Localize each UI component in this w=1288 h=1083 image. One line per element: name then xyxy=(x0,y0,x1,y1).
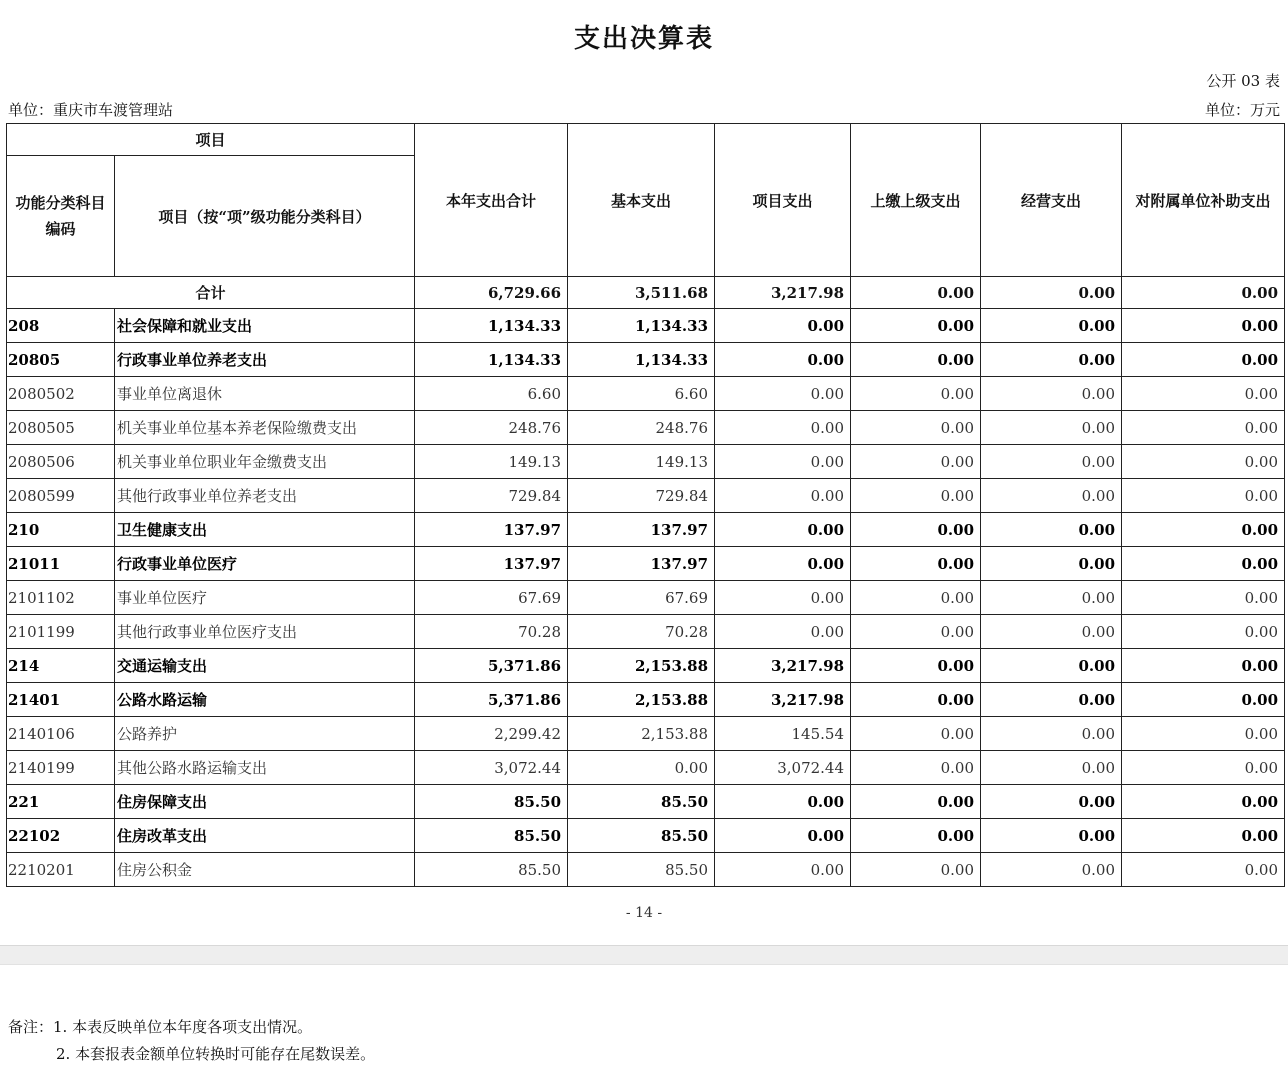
project-cell: 0.00 xyxy=(715,479,851,513)
subsidy-cell: 0.00 xyxy=(1122,513,1285,547)
operate-cell: 0.00 xyxy=(981,649,1122,683)
project-cell: 3,072.44 xyxy=(715,751,851,785)
total-cell: 5,371.86 xyxy=(415,649,568,683)
operate-cell: 0.00 xyxy=(981,277,1122,309)
total-cell: 729.84 xyxy=(415,479,568,513)
basic-cell: 248.76 xyxy=(568,411,715,445)
upper-cell: 0.00 xyxy=(851,581,981,615)
table-row xyxy=(7,615,1285,649)
basic-cell: 2,153.88 xyxy=(568,717,715,751)
header-subsidy: 对附属单位补助支出 xyxy=(1122,124,1285,277)
total-cell: 6,729.66 xyxy=(415,277,568,309)
page-number: - 14 - xyxy=(625,905,663,921)
subsidy-cell: 0.00 xyxy=(1122,445,1285,479)
basic-cell: 729.84 xyxy=(568,479,715,513)
header-code: 功能分类科目编码 xyxy=(7,156,115,277)
code-cell: 2080502 xyxy=(7,377,115,411)
subsidy-cell: 0.00 xyxy=(1122,615,1285,649)
table-row xyxy=(7,683,1285,717)
project-cell: 0.00 xyxy=(715,309,851,343)
reporting-unit: 单位：重庆市车渡管理站 xyxy=(8,101,174,119)
table-row xyxy=(7,581,1285,615)
operate-cell: 0.00 xyxy=(981,717,1122,751)
code-cell: 2101199 xyxy=(7,615,115,649)
code-cell: 2140199 xyxy=(7,751,115,785)
project-cell: 3,217.98 xyxy=(715,683,851,717)
total-cell: 3,072.44 xyxy=(415,751,568,785)
name-cell: 行政事业单位养老支出 xyxy=(115,343,415,377)
name-cell: 住房公积金 xyxy=(115,853,415,887)
basic-cell: 2,153.88 xyxy=(568,683,715,717)
code-cell: 20805 xyxy=(7,343,115,377)
upper-cell: 0.00 xyxy=(851,513,981,547)
project-cell: 0.00 xyxy=(715,819,851,853)
name-cell: 公路水路运输 xyxy=(115,683,415,717)
total-cell: 248.76 xyxy=(415,411,568,445)
upper-cell: 0.00 xyxy=(851,683,981,717)
operate-cell: 0.00 xyxy=(981,581,1122,615)
name-cell: 其他行政事业单位医疗支出 xyxy=(115,615,415,649)
operate-cell: 0.00 xyxy=(981,751,1122,785)
total-cell: 1,134.33 xyxy=(415,343,568,377)
project-cell: 0.00 xyxy=(715,615,851,649)
code-cell: 21011 xyxy=(7,547,115,581)
operate-cell: 0.00 xyxy=(981,615,1122,649)
header-name: 项目（按“项”级功能分类科目） xyxy=(115,156,415,277)
project-cell: 0.00 xyxy=(715,581,851,615)
upper-cell: 0.00 xyxy=(851,649,981,683)
subsidy-cell: 0.00 xyxy=(1122,751,1285,785)
project-cell: 0.00 xyxy=(715,411,851,445)
code-cell: 21401 xyxy=(7,683,115,717)
form-number: 公开 03 表 xyxy=(1206,72,1280,90)
project-cell: 3,217.98 xyxy=(715,649,851,683)
operate-cell: 0.00 xyxy=(981,411,1122,445)
table-row xyxy=(7,309,1285,343)
header-operate: 经营支出 xyxy=(981,124,1122,277)
project-cell: 0.00 xyxy=(715,785,851,819)
operate-cell: 0.00 xyxy=(981,377,1122,411)
total-cell: 1,134.33 xyxy=(415,309,568,343)
subsidy-cell: 0.00 xyxy=(1122,683,1285,717)
header-item: 项目 xyxy=(7,124,415,156)
name-cell: 住房改革支出 xyxy=(115,819,415,853)
page-gap xyxy=(0,945,1288,965)
code-cell: 2140106 xyxy=(7,717,115,751)
table-row xyxy=(7,445,1285,479)
upper-cell: 0.00 xyxy=(851,277,981,309)
currency-unit: 单位：万元 xyxy=(1204,101,1280,119)
code-cell: 214 xyxy=(7,649,115,683)
table-row xyxy=(7,751,1285,785)
table-row xyxy=(7,343,1285,377)
note-2: 2. 本套报表金额单位转换时可能存在尾数误差。 xyxy=(56,1045,376,1063)
total-label: 合计 xyxy=(7,277,415,309)
table-row xyxy=(7,853,1285,887)
project-cell: 0.00 xyxy=(715,377,851,411)
upper-cell: 0.00 xyxy=(851,615,981,649)
code-cell: 2080506 xyxy=(7,445,115,479)
table-row xyxy=(7,649,1285,683)
name-cell: 卫生健康支出 xyxy=(115,513,415,547)
code-cell: 210 xyxy=(7,513,115,547)
upper-cell: 0.00 xyxy=(851,785,981,819)
operate-cell: 0.00 xyxy=(981,785,1122,819)
name-cell: 其他行政事业单位养老支出 xyxy=(115,479,415,513)
subsidy-cell: 0.00 xyxy=(1122,377,1285,411)
subsidy-cell: 0.00 xyxy=(1122,581,1285,615)
project-cell: 0.00 xyxy=(715,445,851,479)
basic-cell: 1,134.33 xyxy=(568,343,715,377)
upper-cell: 0.00 xyxy=(851,717,981,751)
project-cell: 0.00 xyxy=(715,547,851,581)
basic-cell: 3,511.68 xyxy=(568,277,715,309)
project-cell: 145.54 xyxy=(715,717,851,751)
subsidy-cell: 0.00 xyxy=(1122,343,1285,377)
name-cell: 事业单位离退休 xyxy=(115,377,415,411)
total-cell: 70.28 xyxy=(415,615,568,649)
total-cell: 5,371.86 xyxy=(415,683,568,717)
code-cell: 2101102 xyxy=(7,581,115,615)
subsidy-cell: 0.00 xyxy=(1122,547,1285,581)
basic-cell: 149.13 xyxy=(568,445,715,479)
operate-cell: 0.00 xyxy=(981,513,1122,547)
table-row xyxy=(7,479,1285,513)
subsidy-cell: 0.00 xyxy=(1122,785,1285,819)
upper-cell: 0.00 xyxy=(851,411,981,445)
code-cell: 22102 xyxy=(7,819,115,853)
operate-cell: 0.00 xyxy=(981,445,1122,479)
project-cell: 0.00 xyxy=(715,513,851,547)
subsidy-cell: 0.00 xyxy=(1122,853,1285,887)
basic-cell: 67.69 xyxy=(568,581,715,615)
project-cell: 3,217.98 xyxy=(715,277,851,309)
code-cell: 2080505 xyxy=(7,411,115,445)
name-cell: 机关事业单位基本养老保险缴费支出 xyxy=(115,411,415,445)
subsidy-cell: 0.00 xyxy=(1122,649,1285,683)
basic-cell: 70.28 xyxy=(568,615,715,649)
subsidy-cell: 0.00 xyxy=(1122,819,1285,853)
operate-cell: 0.00 xyxy=(981,547,1122,581)
name-cell: 事业单位医疗 xyxy=(115,581,415,615)
subsidy-cell: 0.00 xyxy=(1122,309,1285,343)
basic-cell: 85.50 xyxy=(568,853,715,887)
total-cell: 85.50 xyxy=(415,785,568,819)
total-cell: 6.60 xyxy=(415,377,568,411)
basic-cell: 2,153.88 xyxy=(568,649,715,683)
upper-cell: 0.00 xyxy=(851,751,981,785)
total-row xyxy=(7,277,1285,309)
expenditure-table xyxy=(6,123,1285,887)
total-cell: 85.50 xyxy=(415,819,568,853)
name-cell: 社会保障和就业支出 xyxy=(115,309,415,343)
basic-cell: 1,134.33 xyxy=(568,309,715,343)
name-cell: 机关事业单位职业年金缴费支出 xyxy=(115,445,415,479)
upper-cell: 0.00 xyxy=(851,445,981,479)
total-cell: 85.50 xyxy=(415,853,568,887)
name-cell: 行政事业单位医疗 xyxy=(115,547,415,581)
total-cell: 137.97 xyxy=(415,513,568,547)
upper-cell: 0.00 xyxy=(851,309,981,343)
basic-cell: 6.60 xyxy=(568,377,715,411)
table-row xyxy=(7,411,1285,445)
code-cell: 221 xyxy=(7,785,115,819)
operate-cell: 0.00 xyxy=(981,683,1122,717)
total-cell: 149.13 xyxy=(415,445,568,479)
basic-cell: 85.50 xyxy=(568,819,715,853)
upper-cell: 0.00 xyxy=(851,479,981,513)
name-cell: 交通运输支出 xyxy=(115,649,415,683)
name-cell: 其他公路水路运输支出 xyxy=(115,751,415,785)
header-project: 项目支出 xyxy=(715,124,851,277)
code-cell: 2080599 xyxy=(7,479,115,513)
table-row xyxy=(7,547,1285,581)
subsidy-cell: 0.00 xyxy=(1122,277,1285,309)
total-cell: 67.69 xyxy=(415,581,568,615)
operate-cell: 0.00 xyxy=(981,853,1122,887)
upper-cell: 0.00 xyxy=(851,819,981,853)
total-cell: 137.97 xyxy=(415,547,568,581)
upper-cell: 0.00 xyxy=(851,377,981,411)
subsidy-cell: 0.00 xyxy=(1122,411,1285,445)
basic-cell: 137.97 xyxy=(568,547,715,581)
header-total: 本年支出合计 xyxy=(415,124,568,277)
table-row xyxy=(7,717,1285,751)
operate-cell: 0.00 xyxy=(981,343,1122,377)
page-title: 支出决算表 xyxy=(573,24,714,54)
operate-cell: 0.00 xyxy=(981,819,1122,853)
table-row xyxy=(7,513,1285,547)
table-row xyxy=(7,377,1285,411)
basic-cell: 0.00 xyxy=(568,751,715,785)
note-1: 备注：1. 本表反映单位本年度各项支出情况。 xyxy=(8,1018,313,1036)
code-cell: 2210201 xyxy=(7,853,115,887)
subsidy-cell: 0.00 xyxy=(1122,717,1285,751)
project-cell: 0.00 xyxy=(715,343,851,377)
project-cell: 0.00 xyxy=(715,853,851,887)
upper-cell: 0.00 xyxy=(851,547,981,581)
name-cell: 公路养护 xyxy=(115,717,415,751)
subsidy-cell: 0.00 xyxy=(1122,479,1285,513)
operate-cell: 0.00 xyxy=(981,479,1122,513)
header-basic: 基本支出 xyxy=(568,124,715,277)
table-row xyxy=(7,785,1285,819)
header-upper: 上缴上级支出 xyxy=(851,124,981,277)
upper-cell: 0.00 xyxy=(851,853,981,887)
code-cell: 208 xyxy=(7,309,115,343)
total-cell: 2,299.42 xyxy=(415,717,568,751)
basic-cell: 85.50 xyxy=(568,785,715,819)
name-cell: 住房保障支出 xyxy=(115,785,415,819)
operate-cell: 0.00 xyxy=(981,309,1122,343)
upper-cell: 0.00 xyxy=(851,343,981,377)
basic-cell: 137.97 xyxy=(568,513,715,547)
table-row xyxy=(7,819,1285,853)
